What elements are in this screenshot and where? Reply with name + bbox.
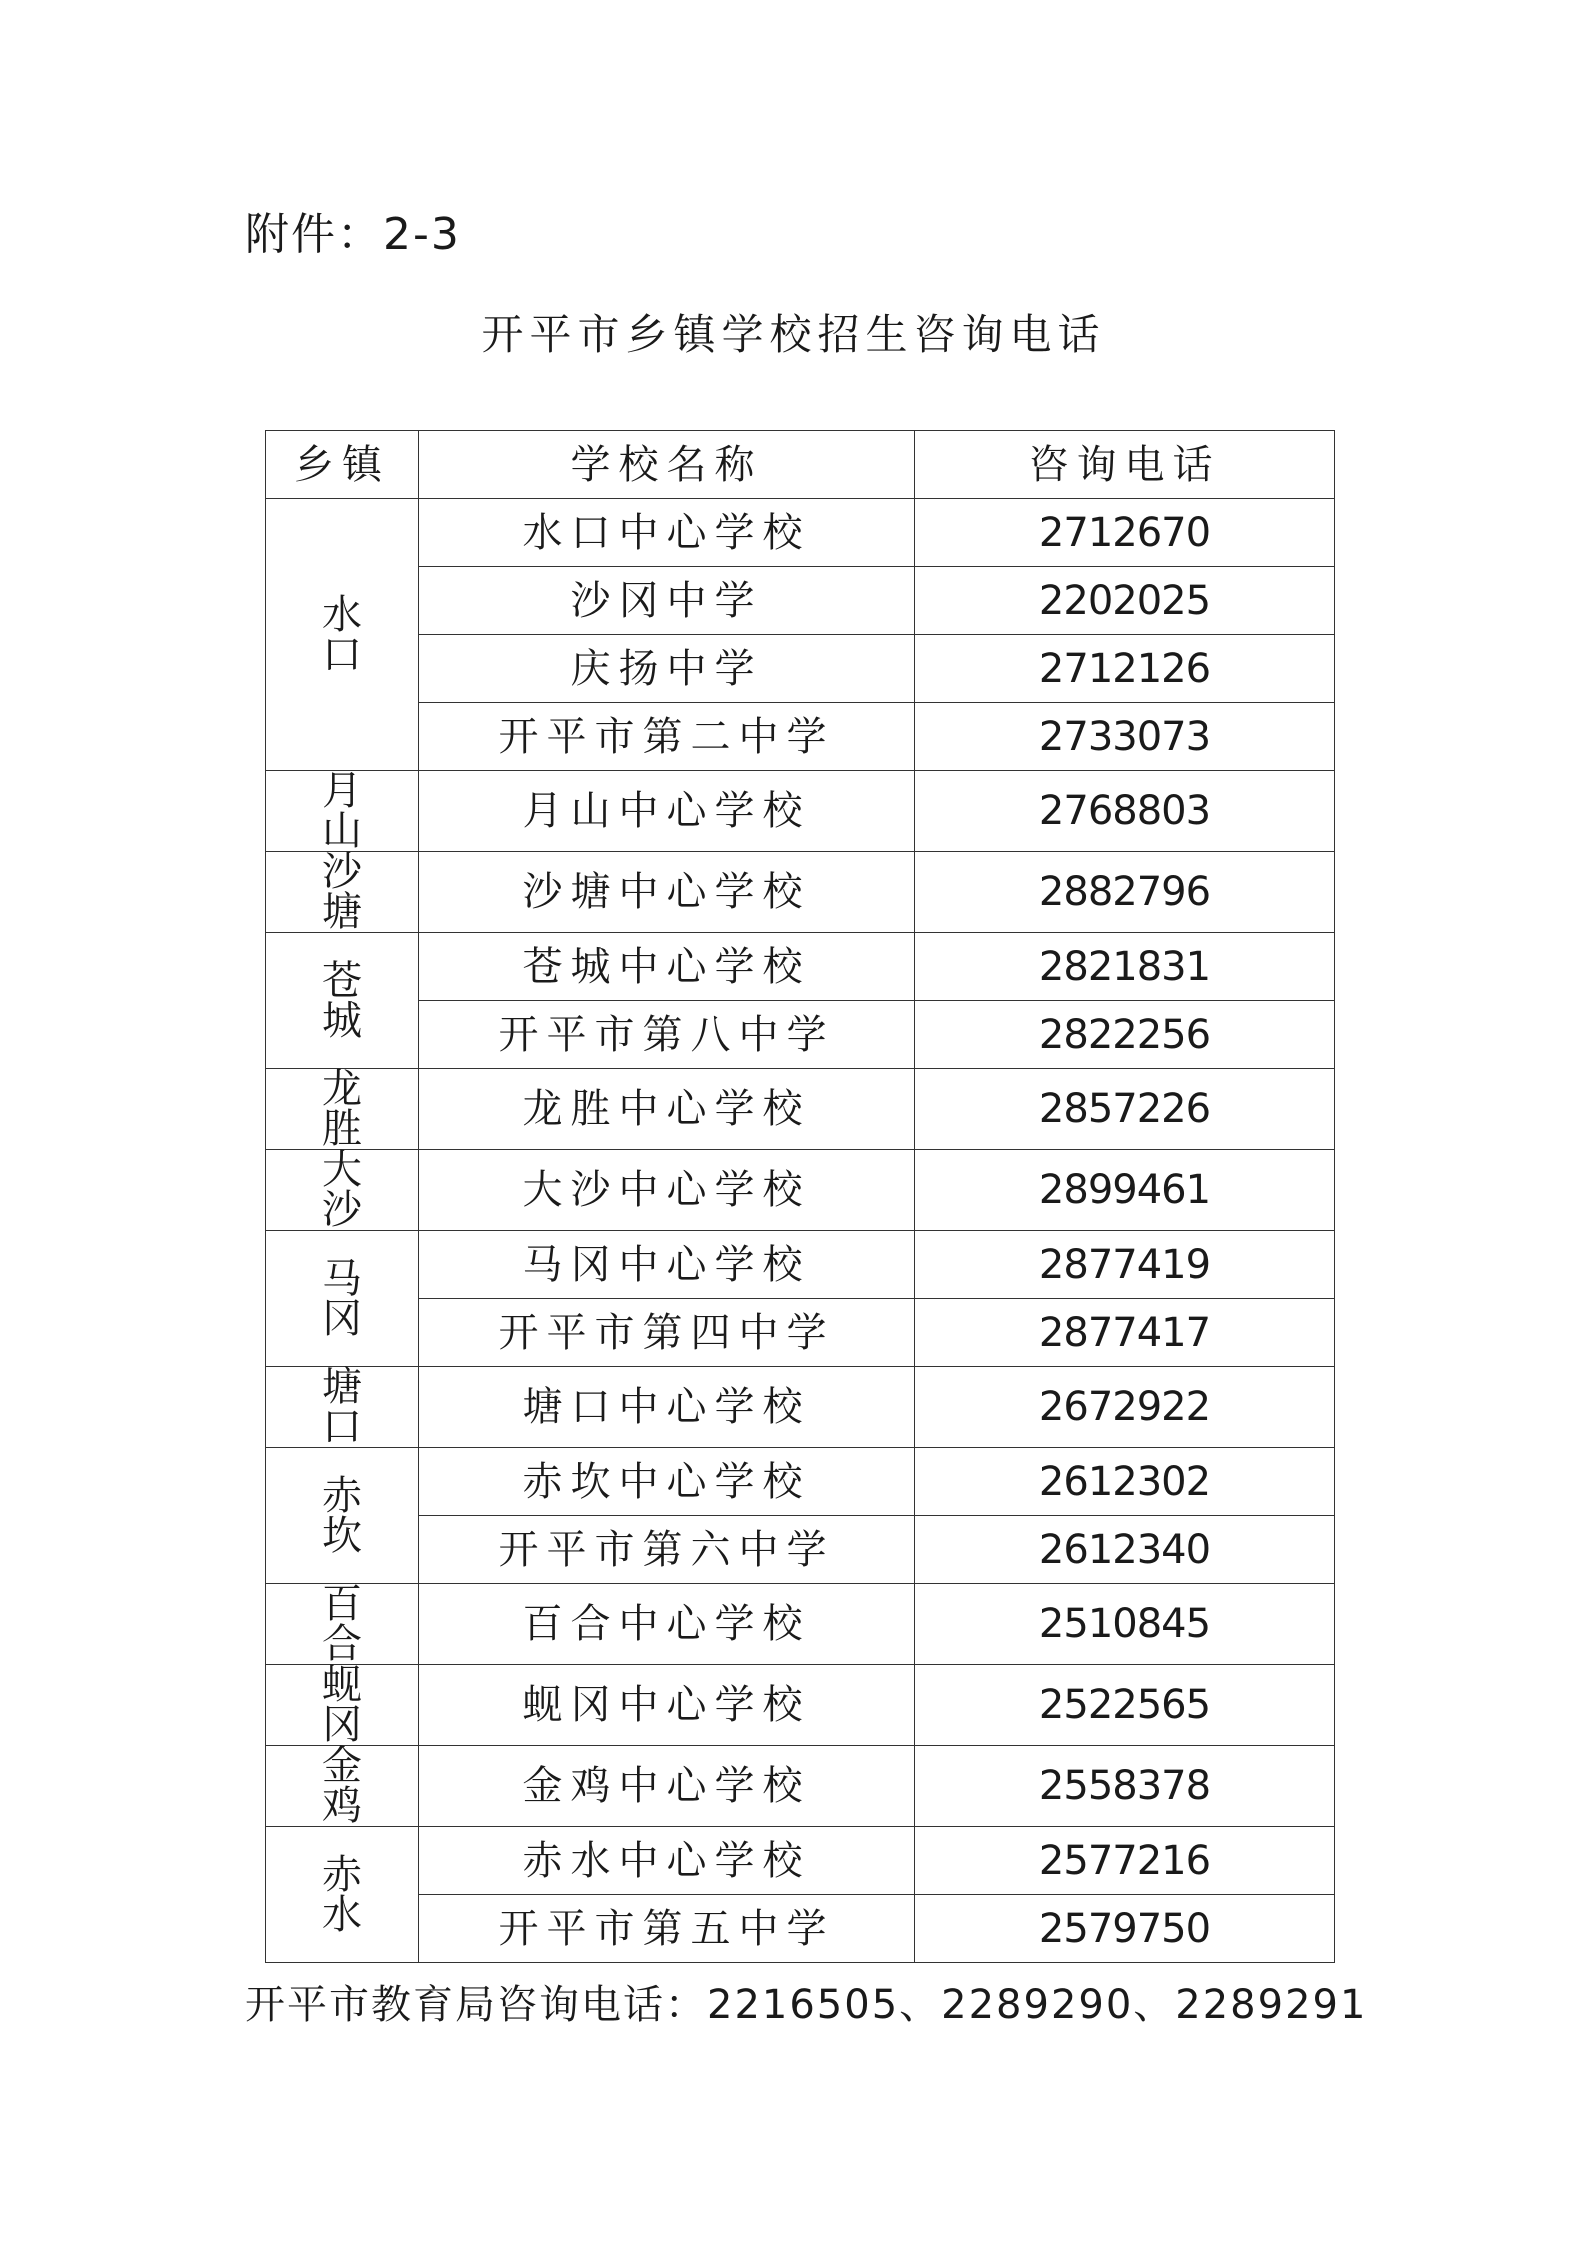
town-name: 马冈	[322, 1255, 402, 1342]
table-row	[266, 635, 1335, 703]
phone-cell: 2822256	[915, 1001, 1335, 1069]
phone-cell: 2577216	[915, 1827, 1335, 1895]
town-name: 苍城	[322, 957, 402, 1044]
town-name: 金鸡	[322, 1743, 402, 1829]
table-row	[266, 1069, 1335, 1150]
table-row	[266, 771, 1335, 852]
phone-cell: 2612340	[915, 1516, 1335, 1584]
phone-cell: 2857226	[915, 1069, 1335, 1150]
phone-cell: 2612302	[915, 1448, 1335, 1516]
town-cell	[266, 1743, 419, 1829]
phone-cell: 2712670	[915, 499, 1335, 567]
phone-cell: 2877419	[915, 1231, 1335, 1299]
town-cell	[266, 768, 419, 854]
phone-cell: 2202025	[915, 567, 1335, 635]
table-row	[266, 567, 1335, 635]
table-row	[266, 1150, 1335, 1231]
school-name-cell: 苍城中心学校	[419, 933, 915, 1001]
town-cell	[266, 1066, 419, 1152]
phone-cell: 2733073	[915, 703, 1335, 771]
school-name-cell: 开平市第八中学	[419, 1001, 915, 1069]
town-name: 蚬冈	[322, 1662, 402, 1748]
table-row	[266, 1001, 1335, 1069]
header-town: 乡镇	[266, 431, 419, 499]
table-row	[266, 933, 1335, 1001]
phone-cell: 2899461	[915, 1150, 1335, 1231]
town-cell	[266, 1231, 419, 1367]
town-name: 塘口	[322, 1364, 402, 1450]
town-name: 赤水	[322, 1851, 402, 1938]
school-name-cell: 马冈中心学校	[419, 1231, 915, 1299]
school-name-cell: 蚬冈中心学校	[419, 1665, 915, 1746]
phone-cell: 2510845	[915, 1584, 1335, 1665]
phone-cell: 2821831	[915, 933, 1335, 1001]
phone-cell: 2882796	[915, 852, 1335, 933]
table-row	[266, 1665, 1335, 1746]
school-name-cell: 大沙中心学校	[419, 1150, 915, 1231]
phone-cell: 2579750	[915, 1895, 1335, 1963]
bureau-phone-line	[245, 1975, 1367, 2035]
table-body	[266, 499, 1335, 1963]
bureau-phone-numbers: 2216505、2289290、2289291	[707, 1982, 1368, 2028]
town-cell	[266, 1662, 419, 1748]
town-cell	[266, 1147, 419, 1233]
school-name-cell: 庆扬中学	[419, 635, 915, 703]
town-cell	[266, 1364, 419, 1450]
town-cell	[266, 849, 419, 935]
school-name-cell: 水口中心学校	[419, 499, 915, 567]
town-cell	[266, 933, 419, 1069]
table-row	[266, 852, 1335, 933]
town-name: 大沙	[322, 1147, 402, 1233]
header-school-name: 学校名称	[419, 431, 915, 499]
school-name-cell: 沙冈中学	[419, 567, 915, 635]
school-name-cell: 金鸡中心学校	[419, 1746, 915, 1827]
town-name: 水口	[322, 591, 402, 678]
phone-cell: 2877417	[915, 1299, 1335, 1367]
header-phone: 咨询电话	[915, 431, 1335, 499]
table-row	[266, 1231, 1335, 1299]
town-name: 月山	[322, 768, 402, 854]
table-row	[266, 703, 1335, 771]
consultation-table	[265, 430, 1335, 1963]
school-name-cell: 开平市第六中学	[419, 1516, 915, 1584]
table-row	[266, 1448, 1335, 1516]
town-name: 龙胜	[322, 1066, 402, 1152]
school-name-cell: 赤水中心学校	[419, 1827, 915, 1895]
phone-cell: 2672922	[915, 1367, 1335, 1448]
school-name-cell: 开平市第四中学	[419, 1299, 915, 1367]
table-row	[266, 1299, 1335, 1367]
table-row	[266, 1584, 1335, 1665]
town-cell	[266, 1581, 419, 1667]
town-cell	[266, 1448, 419, 1584]
phone-cell: 2768803	[915, 771, 1335, 852]
town-name: 百合	[322, 1581, 402, 1667]
school-name-cell: 开平市第二中学	[419, 703, 915, 771]
school-name-cell: 龙胜中心学校	[419, 1069, 915, 1150]
school-name-cell: 月山中心学校	[419, 771, 915, 852]
school-name-cell: 百合中心学校	[419, 1584, 915, 1665]
table-row	[266, 1827, 1335, 1895]
table-row	[266, 1367, 1335, 1448]
table-row	[266, 1895, 1335, 1963]
town-name: 赤坎	[322, 1472, 402, 1559]
school-name-cell: 赤坎中心学校	[419, 1448, 915, 1516]
phone-cell: 2558378	[915, 1746, 1335, 1827]
school-name-cell: 沙塘中心学校	[419, 852, 915, 933]
table-header-row	[266, 431, 1335, 499]
attachment-label: 附件：2-3	[245, 209, 461, 260]
table-row	[266, 499, 1335, 567]
school-name-cell: 塘口中心学校	[419, 1367, 915, 1448]
town-cell	[266, 499, 419, 771]
phone-cell: 2522565	[915, 1665, 1335, 1746]
town-name: 沙塘	[322, 849, 402, 935]
phone-cell: 2712126	[915, 635, 1335, 703]
table-row	[266, 1746, 1335, 1827]
school-name-cell: 开平市第五中学	[419, 1895, 915, 1963]
table-row	[266, 1516, 1335, 1584]
town-cell	[266, 1827, 419, 1963]
bureau-phone-label: 开平市教育局咨询电话：	[245, 1982, 707, 2028]
document-title: 开平市乡镇学校招生咨询电话	[481, 310, 1106, 359]
